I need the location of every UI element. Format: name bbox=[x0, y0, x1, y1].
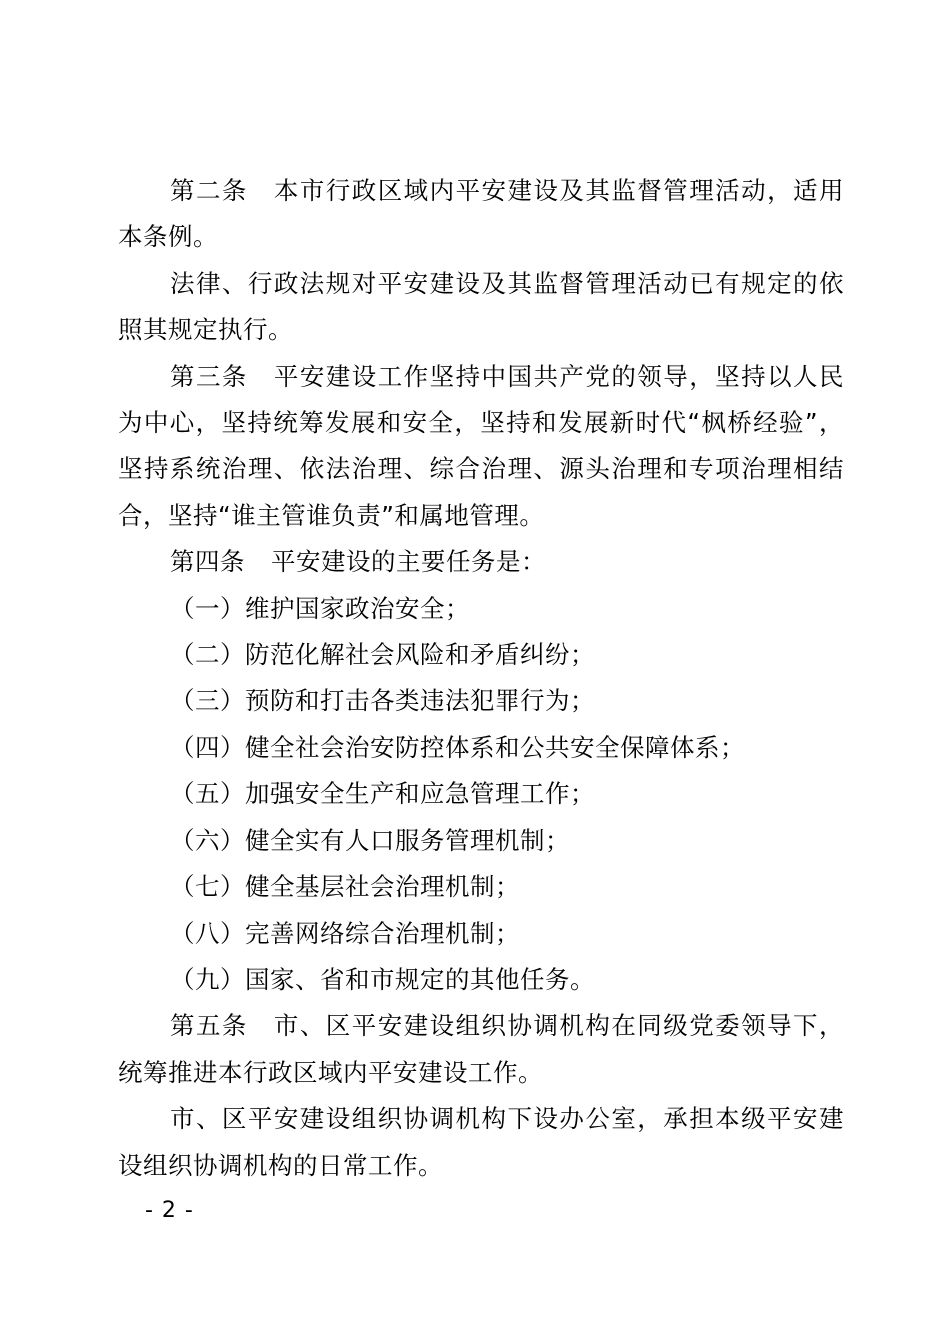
list-item bbox=[118, 678, 844, 724]
list-item bbox=[118, 586, 844, 632]
list-item-text: （一）维护国家政治安全； bbox=[170, 593, 470, 623]
page-number: - 2 - bbox=[145, 1198, 194, 1223]
paragraph-article-5 bbox=[118, 1003, 844, 1096]
paragraph bbox=[118, 261, 844, 354]
paragraph-text: 市、区平安建设组织协调机构下设办公室，承担本级平安建设组织协调机构的日常工作。 bbox=[118, 1104, 844, 1180]
paragraph-article-4 bbox=[118, 539, 844, 585]
paragraph-text: 平安建设工作坚持中国共产党的领导，坚持以人民为中心，坚持统筹发展和安全，坚持和发展新时代“枫桥经验”，坚持系统治理、依法治理、综合治理、源头治理和专项治理相结合，坚持“谁主管谁负责”和属地管理。 bbox=[118, 361, 844, 530]
paragraph-text: 本市行政区域内平安建设及其监督管理活动，适用本条例。 bbox=[118, 176, 844, 252]
paragraph-text: 法律、行政法规对平安建设及其监督管理活动已有规定的依照其规定执行。 bbox=[118, 268, 844, 345]
paragraph-text: 平安建设的主要任务是： bbox=[271, 547, 546, 577]
paragraph bbox=[118, 1096, 844, 1189]
list-item bbox=[118, 632, 844, 678]
paragraph-article-3 bbox=[118, 354, 844, 540]
list-item bbox=[118, 911, 844, 957]
paragraph-text: 市、区平安建设组织协调机构在同级党委领导下，统筹推进本行政区域内平安建设工作。 bbox=[118, 1011, 844, 1087]
document-body bbox=[118, 168, 844, 1189]
list-item-text: （二）防范化解社会风险和矛盾纠纷； bbox=[170, 640, 595, 670]
list-item-text: （五）加强安全生产和应急管理工作； bbox=[170, 779, 595, 809]
list-item bbox=[118, 725, 844, 771]
list-item-text: （四）健全社会治安防控体系和公共安全保障体系； bbox=[170, 732, 745, 762]
list-item-text: （六）健全实有人口服务管理机制； bbox=[170, 825, 570, 855]
article-heading: 第三条 bbox=[170, 361, 248, 391]
list-item bbox=[118, 771, 844, 817]
list-item-text: （八）完善网络综合治理机制； bbox=[170, 918, 520, 948]
list-item bbox=[118, 818, 844, 864]
list-item-text: （七）健全基层社会治理机制； bbox=[170, 872, 520, 902]
paragraph-article-2 bbox=[118, 168, 844, 261]
list-item-text: （九）国家、省和市规定的其他任务。 bbox=[170, 964, 595, 994]
list-item-text: （三）预防和打击各类违法犯罪行为； bbox=[170, 686, 595, 716]
article-heading: 第五条 bbox=[170, 1011, 248, 1041]
list-item bbox=[118, 957, 844, 1003]
article-heading: 第四条 bbox=[170, 547, 245, 577]
article-heading: 第二条 bbox=[170, 176, 248, 205]
list-item bbox=[118, 864, 844, 910]
